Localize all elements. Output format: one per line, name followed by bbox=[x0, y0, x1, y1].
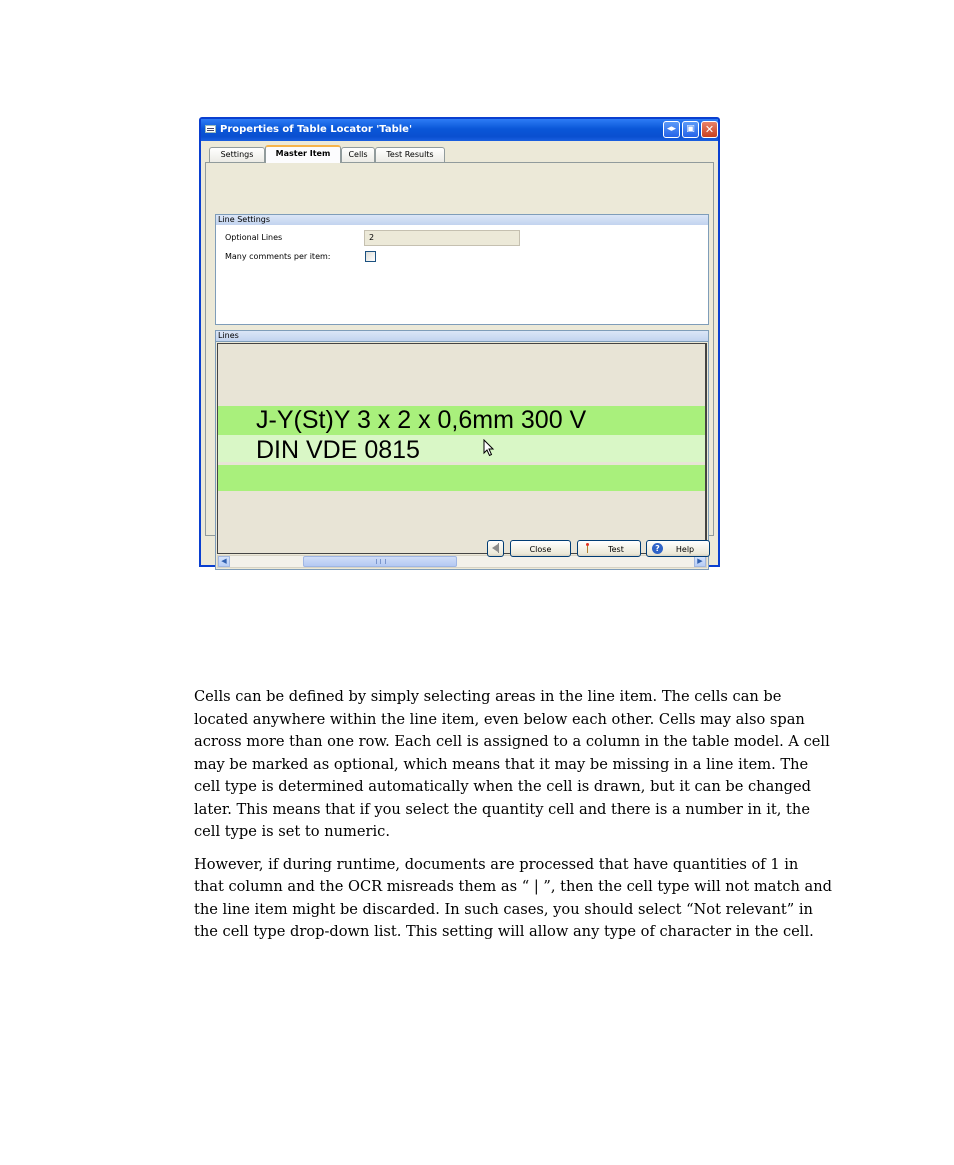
test-button[interactable] bbox=[577, 540, 641, 557]
tab-test-results[interactable]: Test Results bbox=[375, 147, 445, 162]
text-line: across more than one row. Each cell is assigned to a column in the table model. A cell bbox=[194, 733, 830, 750]
back-button[interactable] bbox=[487, 540, 504, 557]
lines-heading: Lines bbox=[215, 330, 709, 342]
text-line: that column and the OCR misreads them as “ | ”, then the cell type will not match and bbox=[194, 878, 832, 895]
close-icon[interactable]: ✕ bbox=[701, 121, 718, 138]
title-bar[interactable] bbox=[201, 119, 718, 141]
window-icon bbox=[205, 125, 216, 133]
tab-master-item[interactable]: Master Item bbox=[265, 145, 341, 163]
paragraph-runtime bbox=[194, 854, 884, 944]
properties-dialog bbox=[199, 117, 720, 567]
close-button-label: Close bbox=[529, 545, 552, 554]
text-line: may be marked as optional, which means that it may be missing in a line item. The bbox=[194, 755, 809, 773]
many-comments-checkbox[interactable] bbox=[365, 251, 376, 262]
body-text bbox=[194, 686, 884, 954]
line-settings-group bbox=[215, 225, 709, 325]
text-line: the line item might be discarded. In such cases, you should select “Not relevant” in bbox=[194, 900, 813, 918]
window-title: Properties of Table Locator 'Table' bbox=[220, 124, 413, 135]
text-line: located anywhere within the line item, even below each other. Cells may also span bbox=[194, 710, 805, 728]
scrollbar-thumb[interactable] bbox=[303, 556, 457, 567]
line-row[interactable] bbox=[218, 435, 705, 462]
help-button-label: Help bbox=[675, 545, 695, 554]
lines-preview[interactable] bbox=[217, 343, 707, 554]
tab-cells[interactable]: Cells bbox=[341, 147, 375, 162]
line-row-text: DIN VDE 0815 bbox=[256, 436, 420, 464]
text-line: However, if during runtime, documents are processed that have quantities of 1 in bbox=[194, 855, 799, 873]
line-row-text: J-Y(St)Y 3 x 2 x 0,6mm 300 V bbox=[256, 406, 587, 434]
text-line: later. This means that if you select the quantity cell and there is a number in it, the bbox=[194, 800, 810, 818]
grip-icon bbox=[376, 559, 386, 564]
maximize-icon[interactable]: ▣ bbox=[682, 121, 699, 138]
mouse-pointer-icon bbox=[483, 439, 495, 457]
optional-lines-label: Optional Lines bbox=[225, 233, 283, 242]
back-arrow-icon bbox=[492, 544, 498, 552]
scroll-left-icon[interactable]: ◀ bbox=[218, 556, 230, 567]
context-help-icon[interactable]: ◂▸ bbox=[663, 121, 680, 138]
text-line: Cells can be defined by simply selecting areas in the line item. The cells can be bbox=[194, 688, 782, 705]
text-line: the cell type drop-down list. This setting will allow any type of character in the cell. bbox=[194, 923, 814, 940]
text-line: cell type is set to numeric. bbox=[194, 823, 390, 840]
tab-settings[interactable]: Settings bbox=[209, 147, 265, 162]
paragraph-cells bbox=[194, 686, 884, 844]
lines-group bbox=[215, 342, 709, 570]
line-settings-heading: Line Settings bbox=[215, 214, 709, 226]
help-button[interactable] bbox=[646, 540, 710, 557]
pin-icon bbox=[586, 543, 589, 554]
close-button[interactable] bbox=[510, 540, 571, 557]
scroll-right-icon[interactable]: ▶ bbox=[694, 556, 706, 567]
optional-lines-field[interactable]: 2 bbox=[364, 230, 520, 246]
help-icon: ? bbox=[652, 543, 663, 554]
test-button-label: Test bbox=[608, 545, 624, 554]
many-comments-label: Many comments per item: bbox=[225, 252, 331, 261]
line-row[interactable] bbox=[218, 406, 705, 435]
line-row[interactable] bbox=[218, 465, 705, 491]
text-line: cell type is determined automatically when the cell is drawn, but it can be changed bbox=[194, 778, 812, 795]
